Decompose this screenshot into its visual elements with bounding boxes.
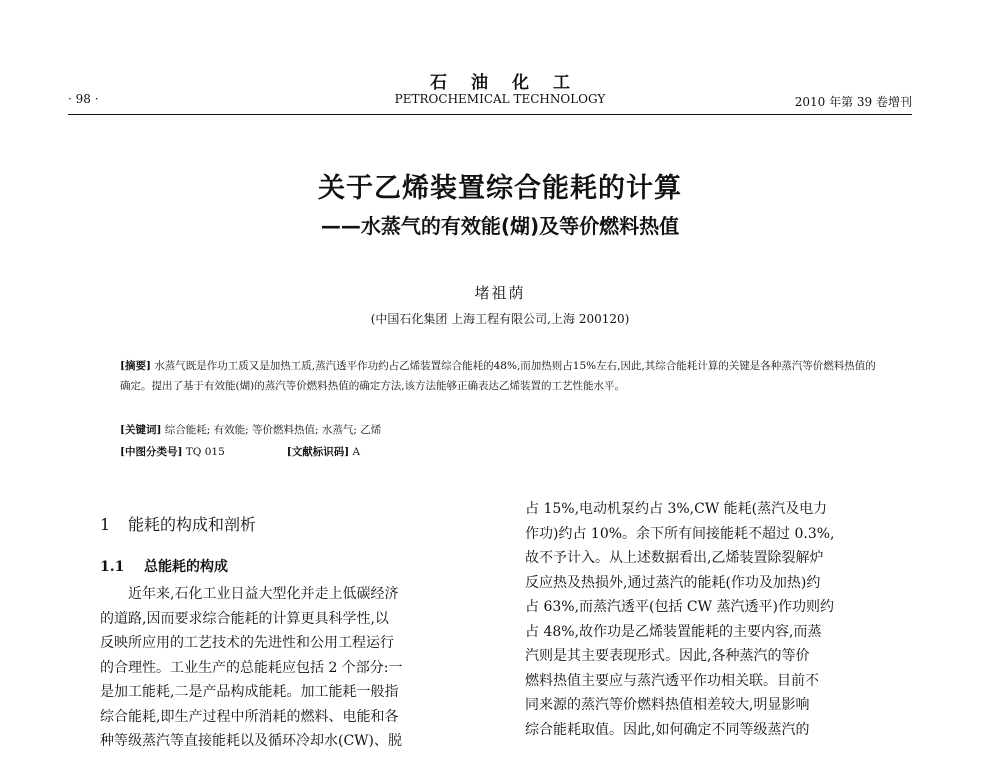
doc-code-value: A <box>349 446 361 458</box>
body-line: 占 63%,而蒸汽透平(包括 CW 蒸汽透平)作功则约 <box>525 599 834 615</box>
abstract-text: 水蒸气既是作功工质又是加热工质,蒸汽透平作功约占乙烯装置综合能耗的48%,而加热则占15%左右,因此,其综合能耗计算的关键是各种蒸汽等价燃料热值的确定。提出了基于有效能(煳)的蒸汽等价燃料热值的确定方法,该方法能够正确表达乙烯装置的工艺性能水平。 <box>120 360 876 392</box>
issue-info: 2010 年第 39 卷增刊 <box>794 95 912 109</box>
keywords-label: [关键词] <box>120 424 162 436</box>
article-title: 关于乙烯装置综合能耗的计算 <box>318 173 682 204</box>
author-name: 堵祖荫 <box>474 284 526 302</box>
doc-code-label: [文献标识码] <box>286 446 350 458</box>
classification-line <box>120 442 880 462</box>
body-line: 的道路,因而要求综合能耗的计算更具科学性,以 <box>100 610 389 627</box>
journal-name-en: PETROCHEMICAL TECHNOLOGY <box>394 92 606 106</box>
keywords-text: 综合能耗; 有效能; 等价燃料热值; 水蒸气; 乙烯 <box>161 424 382 436</box>
body-line: 反应热及热损外,通过蒸汽的能耗(作功及加热)约 <box>525 574 821 591</box>
author-affiliation: (中国石化集团 上海工程有限公司,上海 200120) <box>370 312 630 326</box>
body-line: 综合能耗取值。因此,如何确定不同等级蒸汽的 <box>525 721 810 738</box>
body-column-left <box>100 582 490 754</box>
body-line: 的合理性。工业生产的总能耗应包括 2 个部分:一 <box>100 659 403 676</box>
body-line: 综合能耗,即生产过程中所消耗的燃料、电能和各 <box>100 708 399 725</box>
body-line: 反映所应用的工艺技术的先进性和公用工程运行 <box>100 635 394 651</box>
body-line: 燃料热值主要应与蒸汽透平作功相关联。目前不 <box>525 672 819 689</box>
body-line: 近年来,石化工业日益大型化并走上低碳经济 <box>128 586 399 602</box>
subsection-heading <box>100 556 228 576</box>
body-line: 占 15%,电动机泵约占 3%,CW 能耗(蒸汽及电力 <box>525 501 828 517</box>
section-heading <box>100 512 256 535</box>
section-title: 能耗的构成和剖析 <box>128 515 257 534</box>
page-number: · 98 · <box>68 92 99 106</box>
body-line: 是加工能耗,二是产品构成能耗。加工能耗一般指 <box>100 684 399 700</box>
body-line: 同来源的蒸汽等价燃料热值相差较大,明显影响 <box>525 697 810 713</box>
clc-value: TQ 015 <box>182 446 225 458</box>
subsection-number: 1.1 <box>100 559 125 575</box>
body-line: 作功)约占 10%。余下所有间接能耗不超过 0.3%, <box>525 525 835 542</box>
header-rule <box>68 114 912 115</box>
body-line: 种等级蒸汽等直接能耗以及循环冷却水(CW)、脱 <box>100 733 403 749</box>
clc-label: [中图分类号] <box>120 446 183 458</box>
abstract-label: [摘要] <box>120 360 151 372</box>
abstract <box>120 356 880 396</box>
body-line: 汽则是其主要表现形式。因此,各种蒸汽的等价 <box>525 648 810 664</box>
body-column-right <box>525 497 915 742</box>
body-line: 故不予计入。从上述数据看出,乙烯装置除裂解炉 <box>525 550 824 566</box>
body-line: 占 48%,故作功是乙烯装置能耗的主要内容,而蒸 <box>525 623 822 640</box>
keywords <box>120 420 880 440</box>
subsection-title: 总能耗的构成 <box>144 559 228 575</box>
article-subtitle: ——水蒸气的有效能(煳)及等价燃料热值 <box>320 214 680 238</box>
section-number: 1 <box>100 515 111 534</box>
journal-name-cn: 石油化工 <box>430 73 594 93</box>
